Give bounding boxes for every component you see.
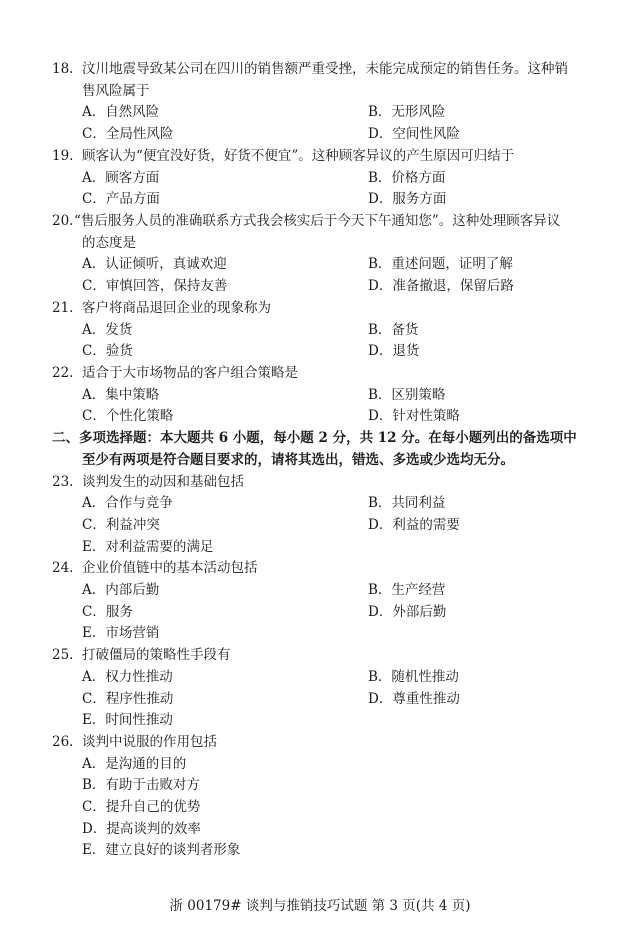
question-text: 顾客认为“便宜没好货，好货不便宜”。这种顾客异议的产生原因可归结于: [82, 148, 515, 164]
option-row: [0, 710, 640, 732]
question-text-continued: 的态度是: [82, 235, 136, 251]
option-e: E．建立良好的谈判者形象: [82, 842, 241, 858]
option-row: [0, 775, 640, 797]
option-c: C．个性化策略: [82, 408, 174, 424]
option-row: [0, 189, 640, 211]
question-21: [0, 298, 640, 320]
option-row: [0, 515, 640, 537]
question-number: 22.: [52, 365, 74, 381]
section-header: [0, 428, 640, 450]
question-24: [0, 558, 640, 580]
question-18-cont: [0, 81, 640, 103]
question-23: [0, 472, 640, 494]
option-row: [0, 537, 640, 559]
option-row: [0, 341, 640, 363]
question-18: [0, 59, 640, 81]
option-row: [0, 840, 640, 862]
option-row: [0, 689, 640, 711]
option-b: B．生产经营: [368, 582, 446, 598]
question-20: [0, 211, 640, 233]
question-text-continued: 售风险属于: [82, 83, 150, 99]
question-text: 适合于大市场物品的客户组合策略是: [82, 365, 298, 381]
option-e: E．对利益需要的满足: [82, 539, 214, 555]
question-number: 21.: [52, 300, 74, 316]
question-26: [0, 732, 640, 754]
option-row: [0, 493, 640, 515]
option-b: B．无形风险: [368, 104, 446, 120]
option-d: D．尊重性推动: [368, 691, 460, 707]
option-c: C．全局性风险: [82, 126, 174, 142]
option-d: D．准备撤退，保留后路: [368, 278, 514, 294]
option-b: B．区别策略: [368, 387, 446, 403]
option-b: B．共同利益: [368, 495, 446, 511]
option-a: A．顾客方面: [82, 170, 160, 186]
question-22: [0, 363, 640, 385]
option-b: B．价格方面: [368, 170, 446, 186]
option-b: B．备货: [368, 322, 419, 338]
question-text: 打破僵局的策略性手段有: [82, 647, 231, 663]
question-text: “售后服务人员的准确联系方式我会核实后于今天下午通知您”。这种处理顾客异议: [74, 213, 561, 229]
option-b: B．随机性推动: [368, 669, 459, 685]
option-a: A．合作与竞争: [82, 495, 173, 511]
option-row: [0, 102, 640, 124]
question-number: 19.: [52, 148, 74, 164]
option-c: C．审慎回答，保持友善: [82, 278, 228, 294]
question-25: [0, 645, 640, 667]
question-text: 客户将商品退回企业的现象称为: [82, 300, 271, 316]
option-a: A．发货: [82, 322, 133, 338]
question-number: 24.: [52, 560, 74, 576]
option-a: A．集中策略: [82, 387, 160, 403]
option-a: A．认证倾听，真诚欢迎: [82, 256, 227, 272]
option-row: [0, 320, 640, 342]
option-d: D．服务方面: [368, 191, 447, 207]
option-row: [0, 385, 640, 407]
question-text: 汶川地震导致某公司在四川的销售额严重受挫，未能完成预定的销售任务。这种销: [82, 61, 568, 77]
option-c: C．验货: [82, 343, 133, 359]
option-row: [0, 797, 640, 819]
section-header-line-2: 至少有两项是符合题目要求的，请将其选出，错选、多选或少选均无分。: [82, 452, 514, 468]
option-b: B．重述问题，证明了解: [368, 256, 513, 272]
option-c: C．利益冲突: [82, 517, 160, 533]
option-row: [0, 602, 640, 624]
option-d: D．针对性策略: [368, 408, 460, 424]
option-d: D．外部后勤: [368, 604, 447, 620]
option-d: D．空间性风险: [368, 126, 460, 142]
question-number: 20.: [52, 213, 74, 229]
option-a: A．内部后勤: [82, 582, 160, 598]
question-20-cont: [0, 233, 640, 255]
option-row: [0, 623, 640, 645]
question-text: 谈判中说服的作用包括: [82, 734, 217, 750]
question-number: 18.: [52, 61, 74, 77]
question-number: 23.: [52, 474, 74, 490]
option-a: A．是沟通的目的: [82, 756, 187, 772]
option-row: [0, 819, 640, 841]
option-a: A．权力性推动: [82, 669, 173, 685]
option-row: [0, 276, 640, 298]
option-d: D．利益的需要: [368, 517, 460, 533]
option-d: D．退货: [368, 343, 420, 359]
option-e: E．时间性推动: [82, 712, 173, 728]
option-row: [0, 254, 640, 276]
section-header-cont: [0, 450, 640, 472]
option-row: [0, 124, 640, 146]
option-e: E．市场营销: [82, 625, 160, 641]
option-c: C．服务: [82, 604, 133, 620]
section-header-line-1: 二、多项选择题：本大题共 6 小题，每小题 2 分，共 12 分。在每小题列出的备选项中: [52, 430, 577, 446]
option-d: D．提高谈判的效率: [82, 821, 201, 837]
question-19: [0, 146, 640, 168]
question-text: 企业价值链中的基本活动包括: [82, 560, 258, 576]
page-footer: 浙 00179# 谈判与推销技巧试题 第 3 页(共 4 页): [169, 898, 471, 914]
question-number: 26.: [52, 734, 74, 750]
option-a: A．自然风险: [82, 104, 160, 120]
option-row: [0, 406, 640, 428]
option-c: C．提升自己的优势: [82, 799, 201, 815]
option-row: [0, 580, 640, 602]
option-b: B．有助于击败对方: [82, 777, 200, 793]
option-row: [0, 754, 640, 776]
question-text: 谈判发生的动因和基础包括: [82, 474, 244, 490]
option-c: C．产品方面: [82, 191, 160, 207]
option-row: [0, 168, 640, 190]
option-c: C．程序性推动: [82, 691, 174, 707]
option-row: [0, 667, 640, 689]
question-number: 25.: [52, 647, 74, 663]
